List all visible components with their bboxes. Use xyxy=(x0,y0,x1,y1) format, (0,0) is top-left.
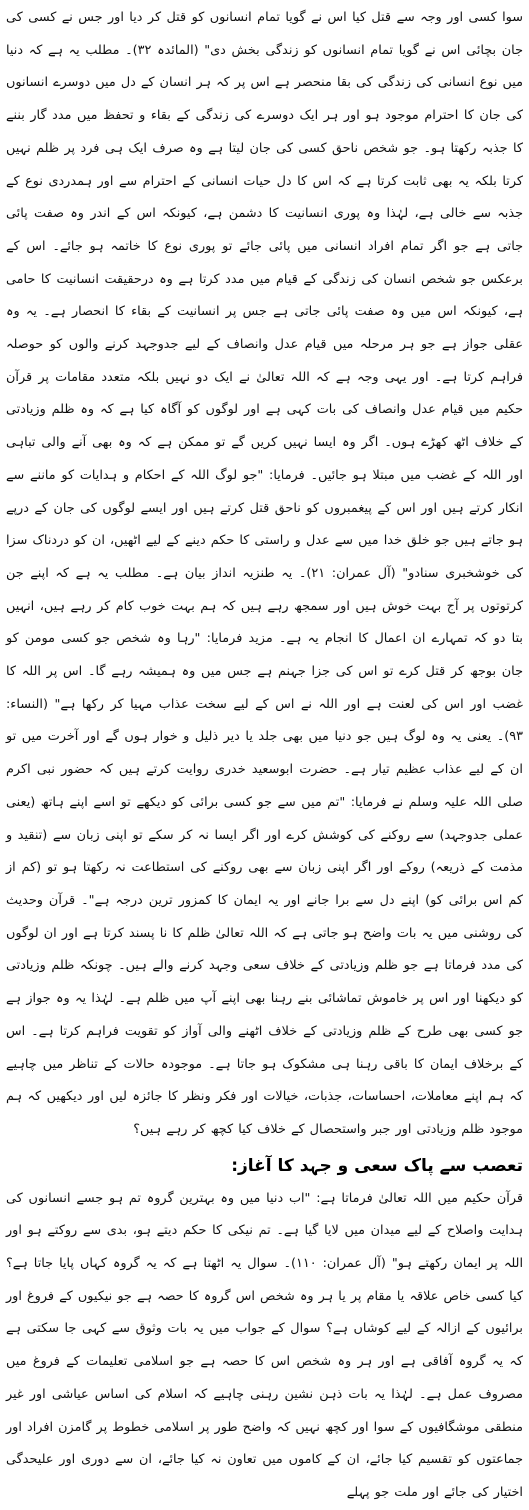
paragraph-2: قرآن حکیم میں اللہ تعالیٰ فرماتا ہے: "اب دنیا میں وہ بہترین گروہ تم ہو جسے انسانوں کی ہدایت واصلاح کے لیے میدان میں لایا گیا ہے۔ تم نیکی کا حکم دیتے ہو، بدی سے روکتے ہو اور اللہ پر ایمان رکھتے ہو" (آل عمران: ۱۱۰)۔ سوال یہ اٹھتا ہے کہ یہ گروہ کہاں پایا جاتا ہے؟ کیا کسی خاص علاقہ یا مقام پر یا ہر وہ شخص اس گروہ کا حصہ ہے جو نیکیوں کے فروغ اور برائیوں کے ازالہ کے لیے کوشاں ہے؟ سوال کے جواب میں یہ بات وثوق سے کہی جا سکتی ہے کہ یہ گروہ آفاقی ہے اور ہر وہ شخص اس کا حصہ ہے جو اسلامی تعلیمات کے فروغ میں مصروف عمل ہے۔ لہٰذا یہ بات ذہن نشین رہنی چاہیے کہ اسلام کی اساس عیاشی اور غیر منطقی موشگافیوں کے سوا اور کچھ نہیں کہ واضح طور پر اسلامی خطوط پر گامزن افراد اور جماعتوں کو تقسیم کیا جائے، ان کے کاموں میں تعاون نہ کیا جائے، ان سے دوری اور علیحدگی اختیار کی جائے اور ملت جو پہلے xyxy=(6,1190,524,1500)
paragraph-1: سوا کسی اور وجہ سے قتل کیا اس نے گویا تمام انسانوں کو قتل کر دیا اور جس نے کسی کی جان بچائی اس نے گویا تمام انسانوں کو زندگی بخش دی" (المائدہ ۳۲)۔ مطلب یہ ہے کہ دنیا میں نوع انسانی کی زندگی کی بقا منحصر ہے اس پر کہ ہر انسان کے دل میں دوسرے انسانوں کی جان کا احترام موجود ہو اور ہر ایک دوسرے کی زندگی کے بقاء و تحفظ میں مدد گار بننے کا جذبہ رکھتا ہو۔ جو شخص ناحق کسی کی جان لیتا ہے وہ صرف ایک ہی فرد پر ظلم نہیں کرتا بلکہ یہ بھی ثابت کرتا ہے کہ اس کا دل حیات انسانی کے احترام سے اور ہمدردی نوع کے جذبہ سے خالی ہے، لہٰذا وہ پوری انسانیت کا دشمن ہے، کیونکہ اس کے اندر وہ صفت پائی جاتی ہے جو اگر تمام افراد انسانی میں پائی جائے تو پوری نوع کا خاتمہ ہو جائے۔ اس کے برعکس جو شخص انسان کی زندگی کے قیام میں مدد کرتا ہے وہ درحقیقت انسانیت کا حامی ہے، کیونکہ اس میں وہ صفت پائی جاتی ہے جس پر انسانیت کے بقاء کا انحصار ہے۔ یہ وہ عقلی جواز ہے جو ہر مرحلہ میں قیام عدل وانصاف کے لیے جدوجہد کرنے والوں کو حوصلہ فراہم کرتا ہے۔ اور یہی وجہ ہے کہ اللہ تعالیٰ نے ایک دو نہیں بلکہ متعدد مقامات پر قرآن حکیم میں قیام عدل وانصاف کی بات کہی ہے اور لوگوں کو آگاہ کیا ہے کہ وہ ظلم وزیادتی کے خلاف اٹھ کھڑے ہوں۔ اگر وہ ایسا نہیں کریں گے تو ممکن ہے کہ وہ بھی آنے والی تباہی اور اللہ کے غضب میں مبتلا ہو جائیں۔ فرمایا: "جو لوگ اللہ کے احکام و ہدایات کو ماننے سے انکار کرتے ہیں اور اس کے پیغمبروں کو ناحق قتل کرتے ہیں اور ایسے لوگوں کی جان کے درپے ہو جاتے ہیں جو خلق خدا میں سے عدل و راستی کا حکم دینے کے لیے اٹھیں، ان کو دردناک سزا کی خوشخبری سنادو" (آل عمران: ۲۱)۔ یہ طنزیہ انداز بیان ہے۔ مطلب یہ ہے کہ اپنے جن کرتوتوں پر آج بہت خوش ہیں اور سمجھ رہے ہیں کہ ہم بہت خوب کام کر رہے ہیں، انہیں بتا دو کہ تمہارے ان اعمال کا انجام یہ ہے۔ مزید فرمایا: "رہا وہ شخص جو کسی مومن کو جان بوجھ کر قتل کرے تو اس کی جزا جہنم ہے جس میں وہ ہمیشہ رہے گا۔ اس پر اللہ کا غضب اور اس کی لعنت ہے اور اللہ نے اس کے لیے سخت عذاب مہیا کر رکھا ہے" (النساء: ۹۳)۔ یعنی یہ وہ لوگ ہیں جو دنیا میں بھی جلد یا دیر ذلیل و خوار ہوں گے اور آخرت میں تو ان کے لیے عذاب عظیم تیار ہے۔ حضرت ابوسعید خدری روایت کرتے ہیں کہ حضور نبی اکرم صلی اللہ علیہ وسلم نے فرمایا: "تم میں سے جو کسی برائی کو دیکھے تو اسے اپنے ہاتھ (یعنی عملی جدوجہد) سے روکنے کی کوشش کرے اور اگر ایسا نہ کر سکے تو اپنی زبان سے (تنقید و مذمت کے ذریعہ) روکے اور اگر اپنی زبان سے بھی روکنے کی استطاعت نہ رکھتا ہو تو (کم از کم اس برائی کو) اپنے دل سے برا جانے اور یہ ایمان کا کمزور ترین درجہ ہے"۔ قرآن وحدیث کی روشنی میں یہ بات واضح ہو جاتی ہے کہ اللہ تعالیٰ ظلم کا نا پسند کرتا ہے اور ان لوگوں کی مدد فرماتا ہے جو ظلم وزیادتی کے خلاف سعی وجہد کرنے والے ہیں۔ چونکہ ظلم وزیادتی کو دیکھنا اور اس پر خاموش تماشائی بنے رہنا بھی اپنے آپ میں ظلم ہے۔ لہٰذا یہ وہ جواز ہے جو کسی بھی طرح کے ظلم وزیادتی کے خلاف اٹھنے والی آواز کو تقویت فراہم کرتا ہے۔ اس کے برخلاف ایمان کا باقی رہنا ہی مشکوک ہو جاتا ہے۔ موجودہ حالات کے تناظر میں چاہیے کہ ہم اپنے معاملات، احساسات، جذبات، خیالات اور فکر ونظر کا جائزہ لیں اور دیکھیں کہ ہم موجود ظلم وزیادتی اور جبر واستحصال کے خلاف کیا کچھ کر رہے ہیں؟ xyxy=(6,10,523,1137)
section-heading: تعصب سے پاک سعی و جہد کا آغاز: xyxy=(231,1155,523,1176)
